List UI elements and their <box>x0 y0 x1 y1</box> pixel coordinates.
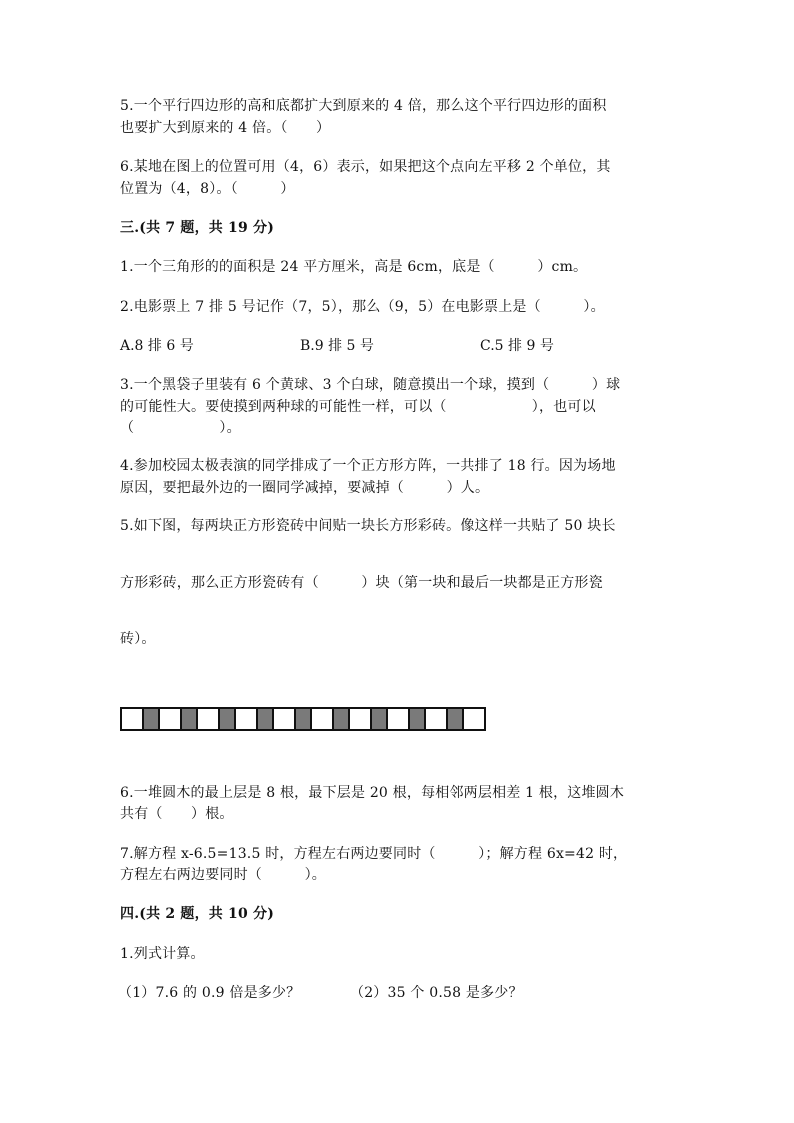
q3-6-line2: 共有（ ）根。 <box>120 806 234 822</box>
q2-6-line2: 位置为（4，8）。（ ） <box>120 181 295 197</box>
section-3-heading: 三.(共 7 题，共 19 分) <box>120 220 275 236</box>
q3-6-line1: 6.一堆圆木的最上层是 8 根，最下层是 20 根，每相邻两层相差 1 根，这堆圆木 <box>120 785 625 801</box>
q3-4-line2: 原因，要把最外边的一圈同学减掉，要减掉（ ）人。 <box>120 480 490 496</box>
q3-2-option-a: A.8 排 6 号 <box>120 338 194 354</box>
q3-2-option-c: C.5 排 9 号 <box>480 338 554 354</box>
q4-1-part-2: （2）35 个 0.58 是多少？ <box>350 985 523 1001</box>
q3-5-line1: 5.如下图，每两块正方形瓷砖中间贴一块长方形彩砖。像这样一共贴了 50 块长 <box>120 518 616 534</box>
q3-5-line2: 方形彩砖，那么正方形瓷砖有（ ）块（第一块和最后一块都是正方形瓷 <box>120 575 603 591</box>
q4-1: 1.列式计算。 <box>120 946 205 962</box>
square-tile <box>196 707 220 731</box>
q3-3-line2: 的可能性大。要使摸到两种球的可能性一样，可以（ ），也可以 <box>120 399 596 415</box>
q3-2-option-b: B.9 排 5 号 <box>300 338 374 354</box>
square-tile <box>120 707 144 731</box>
q2-5-line2: 也要扩大到原来的 4 倍。（ ） <box>120 120 331 136</box>
q3-4-line1: 4.参加校园太极表演的同学排成了一个正方形方阵，一共排了 18 行。因为场地 <box>120 458 616 474</box>
square-tile <box>158 707 182 731</box>
q3-5-line3: 砖）。 <box>120 631 156 647</box>
square-tile <box>310 707 334 731</box>
q3-2: 2.电影票上 7 排 5 号记作（7，5），那么（9，5）在电影票上是（ ）。 <box>120 299 605 315</box>
q2-6-line1: 6.某地在图上的位置可用（4，6）表示，如果把这个点向左平移 2 个单位，其 <box>120 159 611 175</box>
q3-7-line1: 7.解方程 x-6.5=13.5 时，方程左右两边要同时（ ）；解方程 6x=42 时， <box>120 846 628 862</box>
tile-pattern-figure <box>120 707 484 731</box>
q4-1-part-1: （1）7.6 的 0.9 倍是多少？ <box>118 985 301 1001</box>
q3-7-line2: 方程左右两边要同时（ ）。 <box>120 867 326 883</box>
q3-3-line3: （ ）。 <box>120 420 241 436</box>
q2-5-line1: 5.一个平行四边形的高和底都扩大到原来的 4 倍，那么这个平行四边形的面积 <box>120 98 607 114</box>
square-tile <box>348 707 372 731</box>
square-tile <box>234 707 258 731</box>
q3-1: 1.一个三角形的的面积是 24 平方厘米，高是 6cm，底是（ ）cm。 <box>120 259 588 275</box>
square-tile <box>462 707 486 731</box>
square-tile <box>424 707 448 731</box>
q3-3-line1: 3.一个黑袋子里装有 6 个黄球、3 个白球，随意摸出一个球，摸到（ ）球 <box>120 377 621 393</box>
square-tile <box>272 707 296 731</box>
square-tile <box>386 707 410 731</box>
section-4-heading: 四.(共 2 题，共 10 分) <box>120 906 275 922</box>
